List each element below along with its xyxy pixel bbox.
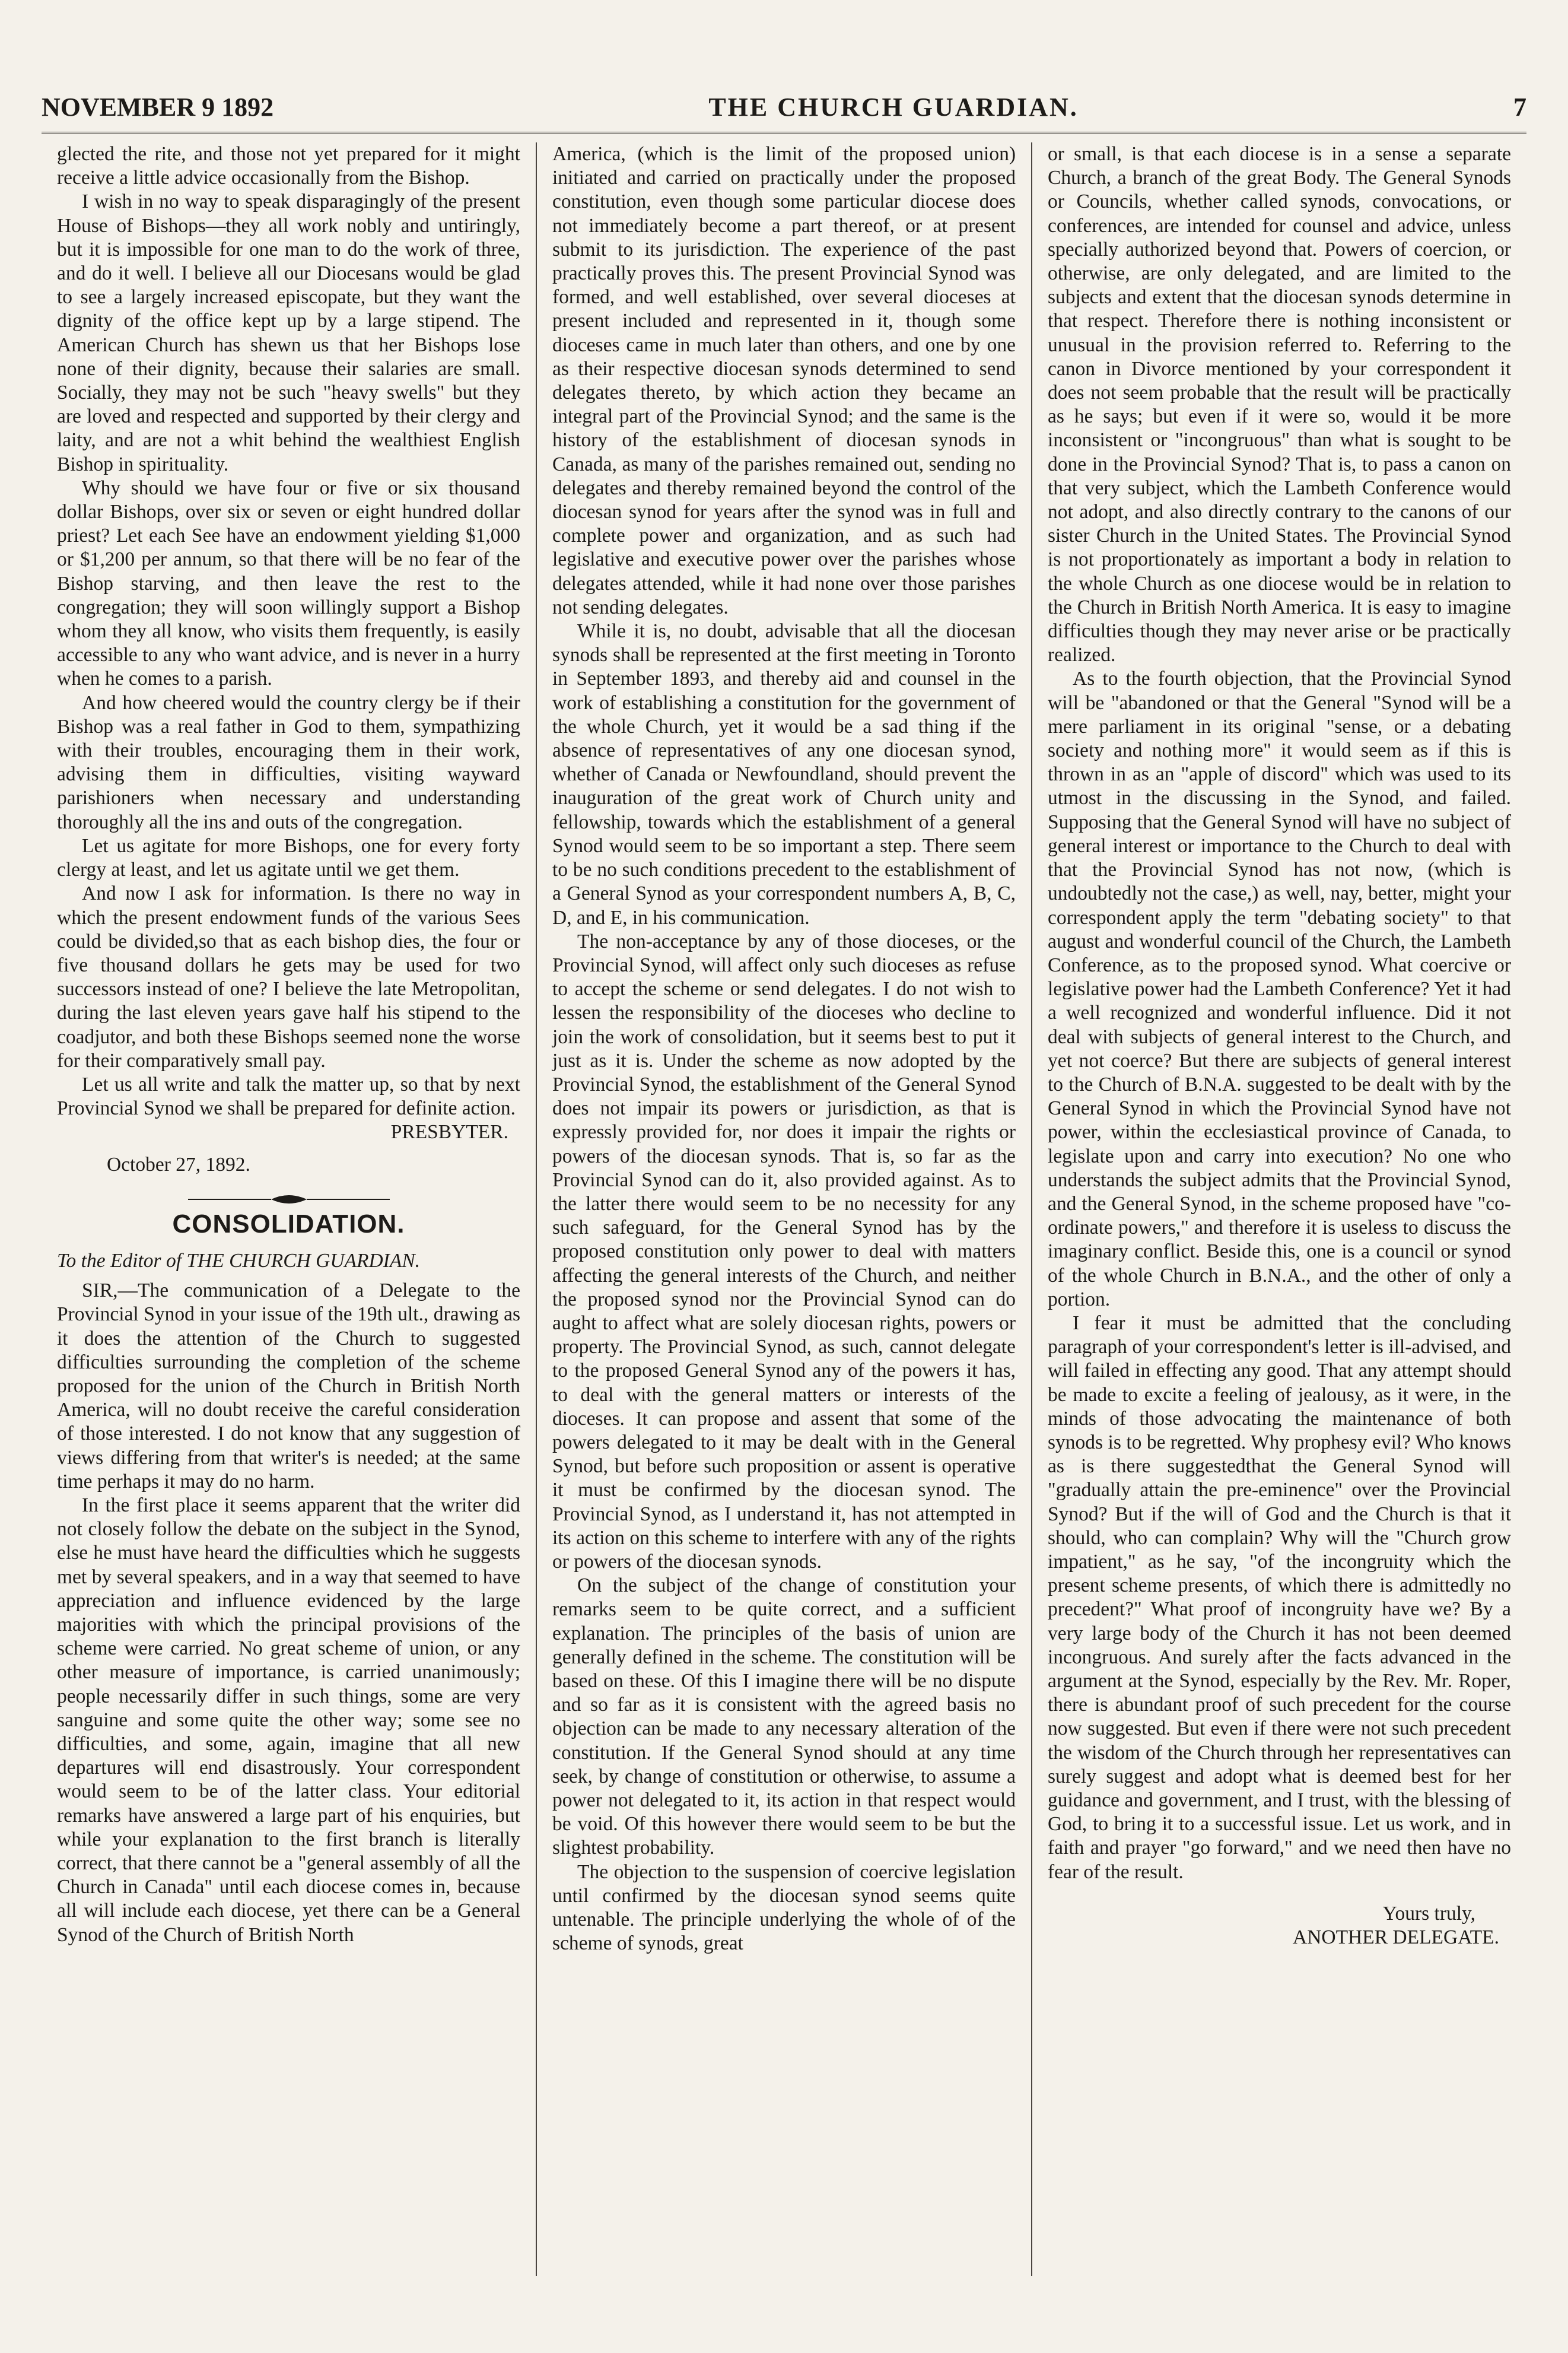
paragraph: As to the fourth objection, that the Provincial Synod will be "abandoned or that the General "Synod will be a mere parliament in its original "sense, or a debating society and nothing more" it would seem as if this is thrown in as an "apple of discord" which was used to its utmost in the discussing in the Synod, and failed. Supposing that the General Synod will have no subject of general interest or importance to the Church to deal with that the Provincial Synod has not now, (which is undoubtedly not the case,) as well, nay, better, might your correspondent apply the term "debating society" to that august and wonderful council of the Church, the Lambeth Conference, as to the proposed synod. What coercive or legislative power had the Lambeth Conference? Yet it had a well recognized and wonderful influence. Did it not deal with subjects of general interest to the Church, and yet not coerce? But there are subjects of general interest to the Church of B.N.A. suggested to be dealt with by the General Synod in which the Provincial Synod have not power, within the ecclesiastical province of Canada, to legislate upon and carry into execution? No one who understands the subject admits that the Provincial Synod, and the General Synod, in the scheme proposed have "co-ordinate powers," and therefore it is useless to discuss the imaginary conflict. Beside this, one is a council or synod of the whole Church in B.N.A., and the other of only a portion. — [1048, 668, 1511, 1310]
paragraph: glected the rite, and those not yet prepared for it might receive a little advice occasionally from the Bishop. — [57, 143, 520, 189]
paragraph: While it is, no doubt, advisable that all the diocesan synods shall be represented at the first meeting in Toronto in September 1893, and thereby aid and counsel in the work of establishing a constitution for the government of the whole Church, yet it would be a sad thing if the absence of representatives of any one diocesan synod, whether of Canada or Newfoundland, should prevent the inauguration of the great work of Church unity and fellowship, towards which the establishment of a general Synod would seem to be so important a step. There seem to be no such conditions precedent to the establishment of a General Synod as your correspondent numbers A, B, C, D, and E, in his communication. — [552, 620, 1016, 929]
page-number: 7 — [1513, 92, 1526, 122]
paragraph: The non-acceptance by any of those dioceses, or the Provincial Synod, will affect only such dioceses as refuse to accept the scheme or send delegates. I do not wish to lessen the responsibility of the dioceses who decline to join the work of consolidation, but it seems best to put it just as it is. Under the scheme as now adopted by the Provincial Synod, the establishment of the General Synod does not impair its powers or jurisdiction, as that is expressly provided for, nor does it impair the rights or powers of the diocesan synods. That is, so far as the Provincial Synod can do it, also provided against. As to the latter there would seem to be no necessity for any such safeguard, for the General Synod has by the proposed constitution only power to deal with matters affecting the general interests of the Church, and neither the proposed synod nor the Provincial Synod can do aught to affect what are solely diocesan rights, powers or property. The Provincial Synod, as such, cannot delegate to the proposed General Synod any of the powers it has, to deal with the general matters or interests of the dioceses. It can propose and assent that some of the powers delegated to it may be dealt with in the General Synod, but before such proposition or assent is operative it must be confirmed by the diocesan synod. The Provincial Synod, as I understand it, has not attempted in its action on this scheme to interfere with any of the rights or powers of the diocesan synods. — [552, 930, 1016, 1573]
paragraph: On the subject of the change of constitution your remarks seem to be quite correct, and a sufficient explanation. The principles of the basis of union are generally defined in the scheme. The constitution will be based on these. Of this I imagine there will be no dispute and so far as it is consistent with the agreed basis no objection can be made to any necessary alteration of the constitution. If the General Synod should at any time seek, by change of constitution or otherwise, to assume a power not delegated to it, its action in that respect would be void. Of this however there would seem to be but the slightest probability. — [552, 1574, 1016, 1859]
salutation: To the Editor of THE CHURCH GUARDIAN. — [57, 1249, 421, 1272]
letter-signoff: Yours truly, — [1382, 1902, 1475, 1925]
section-divider-ornament — [182, 1192, 396, 1206]
article-heading: CONSOLIDATION. — [172, 1209, 405, 1239]
letter-dateline: October 27, 1892. — [107, 1153, 250, 1176]
letter-signature: PRESBYTER. — [390, 1121, 508, 1144]
column-3 — [1031, 142, 1526, 2276]
paragraph: America, (which is the limit of the proposed union) initiated and carried on practically under the proposed constitution, even though some particular diocese does not immediately become a part thereof, or at present submit to its jurisdiction. The experience of the past practically proves this. The present Provincial Synod was formed, and well established, over several dioceses at present included and represented in it, though some dioceses came in much later than others, and one by one as their respective diocesan synods determined to send delegates thereto, by which action they became an integral part of the Provincial Synod; and the same is the history of the establishment of diocesan synods in Canada, as many of the parishes remained out, sending no delegates and thereby remained beyond the control of the diocesan synod for years after the synod was in full and complete power and organization, and as such had legislative and executive power over the parishes whose delegates attended, while it had none over those parishes not sending delegates. — [552, 143, 1016, 618]
column-2 — [536, 142, 1031, 2276]
paragraph: The objection to the suspension of coercive legislation until confirmed by the diocesan synod seems quite untenable. The principle underlying the whole of of the scheme of synods, great — [552, 1860, 1016, 1955]
header-rule — [42, 132, 1526, 134]
paragraph: I fear it must be admitted that the concluding paragraph of your correspondent's letter is ill-advised, and will failed in effecting any good. That any attempt should be made to excite a feeling of jealousy, as it were, in the minds of those advocating the maintenance of both synods is to be regretted. Why prophesy evil? Who knows as is there suggestedthat the General Synod will "gradually attain the pre-eminence" over the Provincial Synod? But if the will of God and the Church is that it should, who can complain? Why will the "Church grow impatient," as he say, "of the incongruity which the present scheme presents, of which there is admittedly no precedent?" What proof of incongruity have we? By a very large body of the Church it has not been deemed incongruous. And surely after the facts advanced in the argument at the Synod, especially by the Rev. Mr. Roper, there is abundant proof of such precedent for the course now suggested. But even if there were not such precedent the wisdom of the Church through her representatives can surely suggest and adopt what is deemed best for her guidance and government, and I trust, with the blessing of God, to bring it to a successful issue. Let us work, and in faith and prayer "go forward," and we need then have no fear of the result. — [1048, 1312, 1511, 1883]
paragraph: In the first place it seems apparent that the writer did not closely follow the debate on the subject in the Synod, else he must have heard the difficulties which he suggests met by several speakers, and in a way that seemed to have appreciation and influence evidenced by the large majorities with which the principal provisions of the scheme were carried. No great scheme of union, or any other measure of importance, is carried unanimously; people necessarily differ in such things, some are very sanguine and some quite the other way; some see no difficulties, and some, again, imagine that all new departures will end disastrously. Your correspondent would seem to be of the latter class. Your editorial remarks have answered a large part of his enquiries, but while your explanation to the first branch is literally correct, that there cannot be a "general assembly of all the Church in Canada" until each diocese comes in, because all will include each diocese, yet there can be a General Synod of the Church of British North — [57, 1494, 520, 1946]
paragraph: I wish in no way to speak disparagingly of the present House of Bishops—they all work nobly and untiringly, but it is impossible for one man to do the work of three, and do it well. I believe all our Diocesans would be glad to see a largely increased episcopate, but they want the dignity of the office kept up by a large stipend. The American Church has shewn us that her Bishops lose none of their dignity, because their salaries are small. Socially, they may not be such "heavy swells" but they are loved and respected and supported by their clergy and laity, and are not a whit behind the wealthiest English Bishop in spirituality. — [57, 190, 520, 475]
paragraph: And now I ask for information. Is there no way in which the present endowment funds of the various Sees could be divided,so that as each bishop dies, the four or five thousand dollars he gets may be used for two successors instead of one? I believe the late Metropolitan, during the last eleven years gave half his stipend to the coadjutor, and both these Bishops seemed none the worse for their comparatively small pay. — [57, 882, 520, 1072]
column-1 — [42, 142, 536, 2276]
running-head — [42, 89, 1526, 125]
issue-date: NOVEMBER 9 1892 — [42, 92, 274, 122]
masthead-title: THE CHURCH GUARDIAN. — [708, 92, 1079, 122]
letter-signature: ANOTHER DELEGATE. — [1293, 1926, 1499, 1949]
text-columns — [42, 142, 1526, 2276]
paragraph: Why should we have four or five or six thousand dollar Bishops, over six or seven or eight hundred dollar priest? Let each See have an endowment yielding $1,000 or $1,200 per annum, so that there will be no fear of the Bishop starving, and then leave the rest to the congregation; they will soon willingly support a Bishop whom they all know, who visits them frequently, is easily accessible to any who want advice, and is never in a hurry when he comes to a parish. — [57, 477, 520, 690]
paragraph: Let us agitate for more Bishops, one for every forty clergy at least, and let us agitate until we get them. — [57, 834, 520, 881]
paragraph: Let us all write and talk the matter up, so that by next Provincial Synod we shall be prepared for definite action. — [57, 1073, 520, 1120]
paragraph: SIR,—The communication of a Delegate to the Provincial Synod in your issue of the 19th ult., drawing as it does the attention of the Church to suggested difficulties surrounding the completion of the scheme proposed for the union of the Church in British North America, will no doubt receive the careful consideration of those interested. I do not know that any suggestion of views differing from that writer's is needed; at the same time perhaps it may do no harm. — [57, 1279, 520, 1493]
paragraph: And how cheered would the country clergy be if their Bishop was a real father in God to them, sympathizing with their troubles, encouraging them in their work, advising them in difficulties, visiting wayward parishioners when necessary and understanding thoroughly all the ins and outs of the congregation. — [57, 691, 520, 833]
paragraph: or small, is that each diocese is in a sense a separate Church, a branch of the great Body. The General Synods or Councils, whether called synods, convocations, or conferences, are intended for counsel and advice, unless specially authorized beyond that. Powers of coercion, or otherwise, are only delegated, and are limited to the subjects and extent that the diocesan synods determine in that respect. Therefore there is nothing inconsistent or unusual in the provision referred to. Referring to the canon in Divorce mentioned by your correspondent it does not seem probable that the result will be practically as he says; but even if it were so, would it be more inconsistent or "incongruous" than what is sought to be done in the Provincial Synod? That is, to pass a canon on that very subject, which the Lambeth Conference would not adopt, and also directly contrary to the canons of our sister Church in the United States. The Provincial Synod is not proportionately as important a body in relation to the whole Church as one diocese would be in relation to the Church in British North America. It is easy to imagine difficulties though they may never arise or be practically realized. — [1048, 143, 1511, 666]
